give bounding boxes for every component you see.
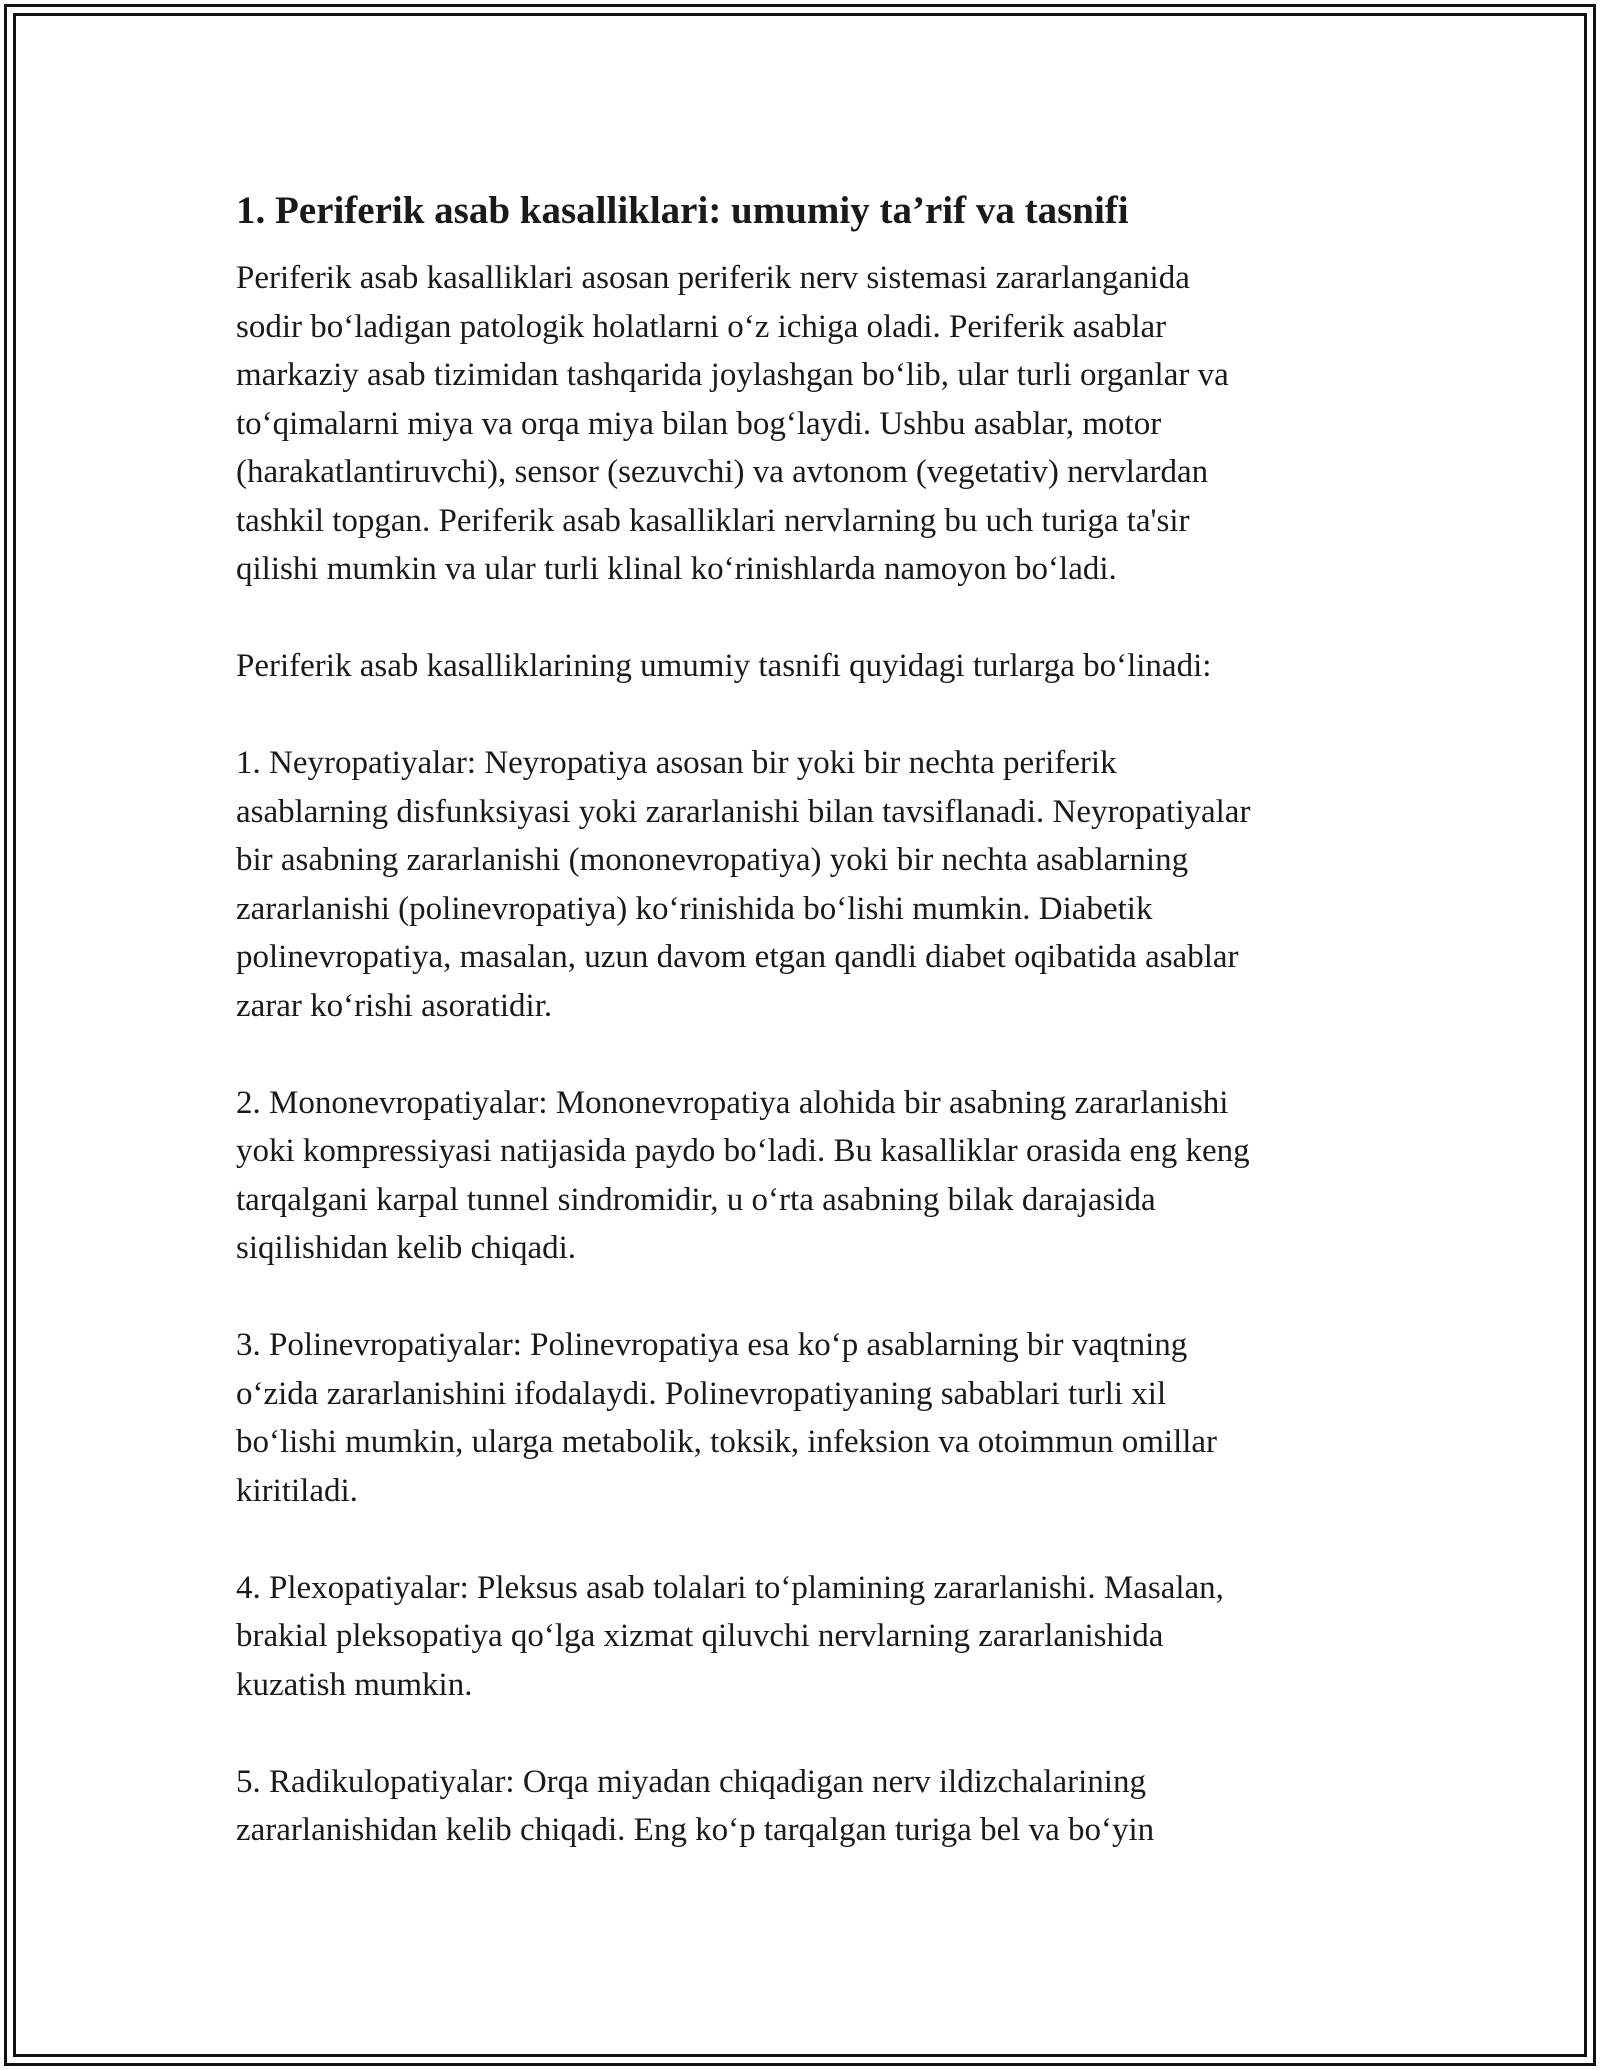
paragraph-intro — [236, 254, 1376, 594]
paragraph-radiculopathies — [236, 1758, 1376, 1855]
paragraph-gap — [236, 594, 1376, 643]
paragraph-gap — [236, 1273, 1376, 1322]
text-line: boʻlishi mumkin, ularga metabolik, toksik, infeksion va otoimmun omillar — [236, 1424, 1218, 1460]
text-line: toʻqimalarni miya va orqa miya bilan bogʻlaydi. Ushbu asablar, motor — [236, 405, 1162, 442]
paragraph-gap — [236, 1515, 1376, 1564]
text-line: zarar koʻrishi asoratidir. — [236, 987, 553, 1024]
text-line: asablarning disfunksiyasi yoki zararlanishi bilan tavsiflanadi. Neyropatiyalar — [236, 793, 1251, 830]
text-line: oʻzida zararlanishini ifodalaydi. Polinevropatiyaning sabablari turli xil — [236, 1375, 1167, 1412]
text-line: 4. Plexopatiyalar: Pleksus asab tolalari toʻplamining zararlanishi. Masalan, — [236, 1569, 1224, 1606]
text-line: qilishi mumkin va ular turli klinal koʻrinishlarda namoyon boʻladi. — [236, 551, 1117, 587]
paragraph-gap — [236, 1709, 1376, 1758]
paragraph-polyneuropathies — [236, 1321, 1376, 1515]
text-line: markaziy asab tizimidan tashqarida joylashgan boʻlib, ular turli organlar va — [236, 357, 1229, 393]
section-heading: 1. Periferik asab kasalliklari: umumiy ta’rif va tasnifi — [236, 189, 1129, 232]
text-line: Periferik asab kasalliklarining umumiy tasnifi quyidagi turlarga boʻlinadi: — [236, 648, 1212, 684]
document-body — [236, 185, 1376, 1855]
text-line: 1. Neyropatiyalar: Neyropatiya asosan bir yoki bir nechta periferik — [236, 745, 1117, 781]
text-line: yoki kompressiyasi natijasida paydo boʻladi. Bu kasalliklar orasida eng keng — [236, 1133, 1250, 1169]
paragraph-classification-intro — [236, 642, 1376, 691]
text-line: zararlanishi (polinevropatiya) koʻrinishida boʻlishi mumkin. Diabetik — [236, 890, 1153, 927]
text-line: brakial pleksopatiya qoʻlga xizmat qiluvchi nervlarning zararlanishida — [236, 1618, 1164, 1654]
text-line: Periferik asab kasalliklari asosan periferik nerv sistemasi zararlanganida — [236, 260, 1190, 296]
text-line: 2. Mononevropatiyalar: Mononevropatiya alohida bir asabning zararlanishi — [236, 1084, 1229, 1121]
text-line: bir asabning zararlanishi (mononevropatiya) yoki bir nechta asablarning — [236, 842, 1189, 878]
text-line: polinevropatiya, masalan, uzun davom etgan qandli diabet oqibatida asablar — [236, 939, 1239, 975]
text-line: tashkil topgan. Periferik asab kasalliklari nervlarning bu uch turiga ta'sir — [236, 502, 1190, 539]
paragraph-mononeuropathies — [236, 1079, 1376, 1273]
text-line: kuzatish mumkin. — [236, 1666, 473, 1703]
paragraph-gap — [236, 691, 1376, 740]
text-line: kiritiladi. — [236, 1472, 358, 1509]
text-line: 3. Polinevropatiyalar: Polinevropatiya esa koʻp asablarning bir vaqtning — [236, 1327, 1188, 1363]
text-line: tarqalgani karpal tunnel sindromidir, u oʻrta asabning bilak darajasida — [236, 1181, 1156, 1218]
text-line: sodir boʻladigan patologik holatlarni oʻz ichiga oladi. Periferik asablar — [236, 308, 1167, 345]
paragraph-gap — [236, 1030, 1376, 1079]
text-line: siqilishidan kelib chiqadi. — [236, 1230, 577, 1266]
text-line: 5. Radikulopatiyalar: Orqa miyadan chiqadigan nerv ildizchalarining — [236, 1763, 1146, 1800]
paragraph-plexopathies — [236, 1564, 1376, 1710]
text-line: zararlanishidan kelib chiqadi. Eng koʻp tarqalgan turiga bel va boʻyin — [236, 1812, 1155, 1848]
text-line: (harakatlantiruvchi), sensor (sezuvchi) va avtonom (vegetativ) nervlardan — [236, 454, 1209, 490]
paragraph-neuropathies — [236, 739, 1376, 1030]
